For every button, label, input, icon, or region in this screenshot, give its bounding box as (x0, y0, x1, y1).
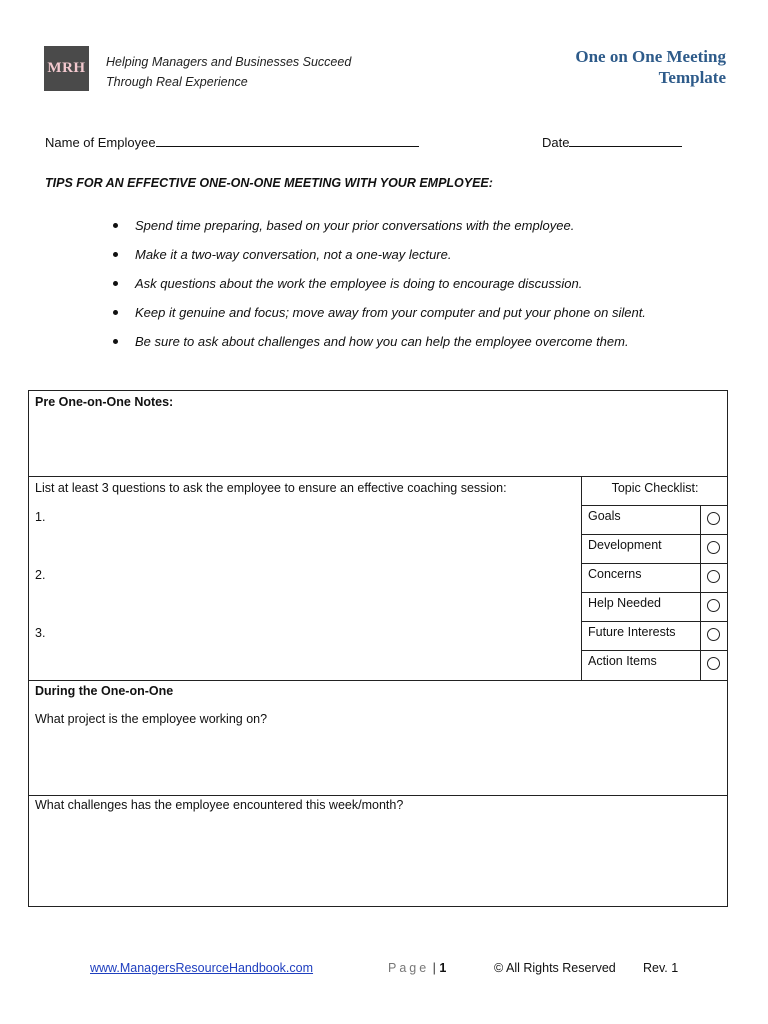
footer-website[interactable] (90, 961, 313, 975)
tip-item: Make it a two-way conversation, not a one-way lecture. (110, 243, 646, 272)
row-divider (29, 476, 727, 477)
during-label: During the One-on-One (35, 684, 174, 698)
page-label: Page (388, 961, 430, 975)
project-question: What project is the employee working on? (35, 712, 268, 726)
employee-name-label: Name of Employee (45, 135, 156, 150)
footer-revision: Rev. 1 (643, 961, 679, 975)
title-line-1: One on One Meeting (575, 47, 726, 66)
employee-name-field[interactable] (45, 133, 419, 150)
page-number: 1 (439, 961, 447, 975)
project-answer-area[interactable] (29, 731, 727, 795)
title-line-2: Template (658, 68, 726, 87)
website-link[interactable]: www.ManagersResourceHandbook.com (90, 961, 314, 975)
tip-item: Ask questions about the work the employee is doing to encourage discussion. (110, 272, 646, 301)
future-interests-checkbox[interactable] (707, 628, 720, 641)
questions-label: List at least 3 questions to ask the employee to ensure an effective coaching session: (35, 481, 507, 495)
employee-name-line[interactable] (156, 133, 419, 147)
footer-rights: © All Rights Reserved (494, 961, 616, 975)
checklist-label: Help Needed (588, 596, 661, 610)
checklist-label: Future Interests (588, 625, 676, 639)
tagline (106, 52, 351, 92)
checklist-label: Goals (588, 509, 621, 523)
tagline-line-2: Through Real Experience (106, 75, 248, 89)
date-field[interactable] (542, 133, 682, 150)
checklist-item-action-items (582, 650, 700, 679)
challenges-question: What challenges has the employee encountered this week/month? (35, 798, 404, 812)
help-needed-checkbox[interactable] (707, 599, 720, 612)
checklist-label: Action Items (588, 654, 657, 668)
checklist-item-concerns (582, 563, 700, 592)
logo-text: MRH (47, 60, 86, 76)
pre-notes-label: Pre One-on-One Notes: (35, 395, 174, 409)
document-title (575, 46, 726, 88)
action-items-checkbox[interactable] (707, 657, 720, 670)
date-line[interactable] (569, 133, 682, 147)
checklist-item-future-interests (582, 621, 700, 650)
goals-checkbox[interactable] (707, 512, 720, 525)
checklist-item-development (582, 534, 700, 563)
footer-page (388, 961, 446, 975)
meeting-form (28, 390, 728, 907)
checklist-item-help-needed (582, 592, 700, 621)
tagline-line-1: Helping Managers and Businesses Succeed (106, 55, 352, 69)
tip-item: Spend time preparing, based on your prior conversations with the employee. (110, 214, 646, 243)
tips-heading: TIPS FOR AN EFFECTIVE ONE-ON-ONE MEETING WITH YOUR EMPLOYEE: (45, 176, 493, 190)
checklist-label: Concerns (588, 567, 642, 581)
pre-notes-area[interactable] (29, 413, 727, 476)
page-separator: | (429, 961, 440, 975)
challenges-answer-area[interactable] (29, 817, 727, 906)
question-number-1[interactable]: 1. (35, 510, 46, 524)
tips-list (110, 214, 646, 359)
checklist-item-goals (582, 505, 700, 534)
development-checkbox[interactable] (707, 541, 720, 554)
tip-item: Keep it genuine and focus; move away from your computer and put your phone on silent. (110, 301, 646, 330)
date-label: Date (542, 135, 570, 150)
question-number-2[interactable]: 2. (35, 568, 46, 582)
company-logo (44, 46, 89, 91)
concerns-checkbox[interactable] (707, 570, 720, 583)
checklist-label: Development (588, 538, 662, 552)
tip-item: Be sure to ask about challenges and how you can help the employee overcome them. (110, 330, 646, 359)
question-number-3[interactable]: 3. (35, 626, 46, 640)
row-divider (29, 680, 727, 681)
checklist-title: Topic Checklist: (611, 481, 699, 495)
row-divider (29, 795, 727, 796)
